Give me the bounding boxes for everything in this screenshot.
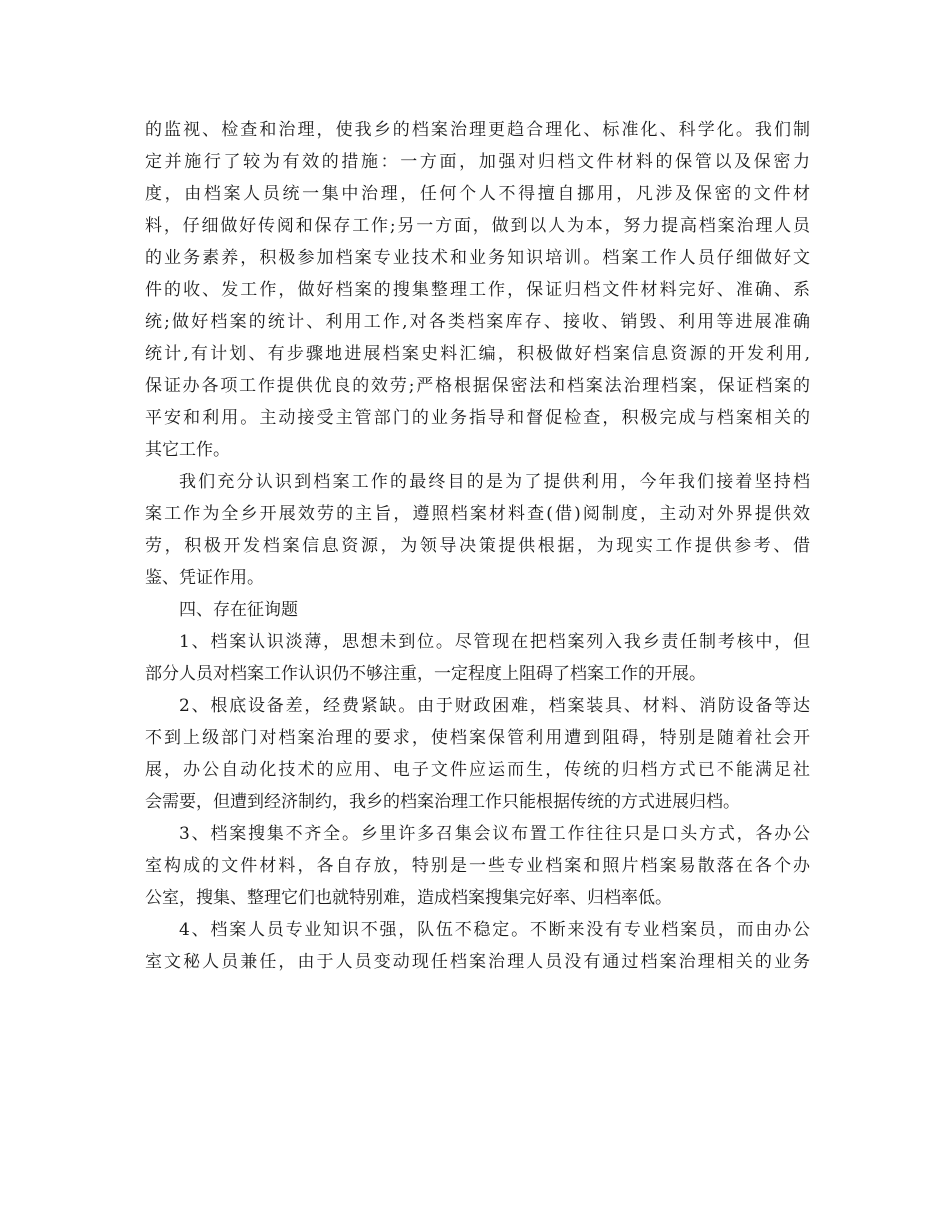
text-line: 其它工作。: [145, 440, 230, 460]
text-line: 保证办各项工作提供优良的效劳;严格根据保密法和档案法治理档案，保证档案的: [145, 376, 810, 396]
text-line: 案工作为全乡开展效劳的主旨，遵照档案材料查(借)阅制度，主动对外界提供效: [145, 504, 810, 524]
text-line: 公室，搜集、整理它们也就特别难，造成档案搜集完好率、归档率低。: [145, 888, 672, 908]
text-line: 室构成的文件材料，各自存放，特别是一些专业档案和照片档案易散落在各个办: [145, 856, 810, 876]
text-line: 4、档案人员专业知识不强，队伍不稳定。不断来没有专业档案员，而由办公: [179, 920, 810, 940]
text-line: 度，由档案人员统一集中治理，任何个人不得擅自挪用，凡涉及保密的文件材: [145, 184, 810, 204]
text-line: 我们充分认识到档案工作的最终目的是为了提供利用，今年我们接着坚持档: [179, 472, 810, 492]
text-line: 2、根底设备差，经费紧缺。由于财政困难，档案装具、材料、消防设备等达: [179, 696, 810, 716]
text-line: 展，办公自动化技术的应用、电子文件应运而生，传统的归档方式已不能满足社: [145, 760, 810, 780]
text-line: 四、存在征询题: [179, 600, 298, 620]
text-line: 的业务素养，积极参加档案专业技术和业务知识培训。档案工作人员仔细做好文: [145, 248, 810, 268]
text-line: 的监视、检查和治理，使我乡的档案治理更趋合理化、标准化、科学化。我们制: [145, 120, 810, 140]
text-line: 统计,有计划、有步骤地进展档案史料汇编，积极做好档案信息资源的开发利用,: [145, 344, 810, 364]
text-line: 鉴、凭证作用。: [145, 568, 264, 588]
document-body: [145, 114, 810, 978]
text-line: 劳，积极开发档案信息资源，为领导决策提供根据，为现实工作提供参考、借: [145, 536, 810, 556]
text-line: 定并施行了较为有效的措施：一方面，加强对归档文件材料的保管以及保密力: [145, 152, 810, 172]
text-line: 3、档案搜集不齐全。乡里许多召集会议布置工作往往只是口头方式，各办公: [179, 824, 810, 844]
text-line: 部分人员对档案工作认识仍不够注重，一定程度上阻碍了档案工作的开展。: [145, 664, 706, 684]
text-line: 室文秘人员兼任，由于人员变动现任档案治理人员没有通过档案治理相关的业务: [145, 952, 810, 972]
text-line: 件的收、发工作，做好档案的搜集整理工作，保证归档文件材料完好、准确、系: [145, 280, 810, 300]
text-line: 平安和利用。主动接受主管部门的业务指导和督促检查，积极完成与档案相关的: [145, 408, 810, 428]
text-line: 1、档案认识淡薄，思想未到位。尽管现在把档案列入我乡责任制考核中，但: [179, 632, 810, 652]
text-line: 统;做好档案的统计、利用工作,对各类档案库存、接收、销毁、利用等进展准确: [145, 312, 810, 332]
text-line: 不到上级部门对档案治理的要求，使档案保管利用遭到阻碍，特别是随着社会开: [145, 728, 810, 748]
text-line: 会需要，但遭到经济制约，我乡的档案治理工作只能根据传统的方式进展归档。: [145, 792, 740, 812]
text-line: 料，仔细做好传阅和保存工作;另一方面，做到以人为本，努力提高档案治理人员: [145, 216, 810, 236]
